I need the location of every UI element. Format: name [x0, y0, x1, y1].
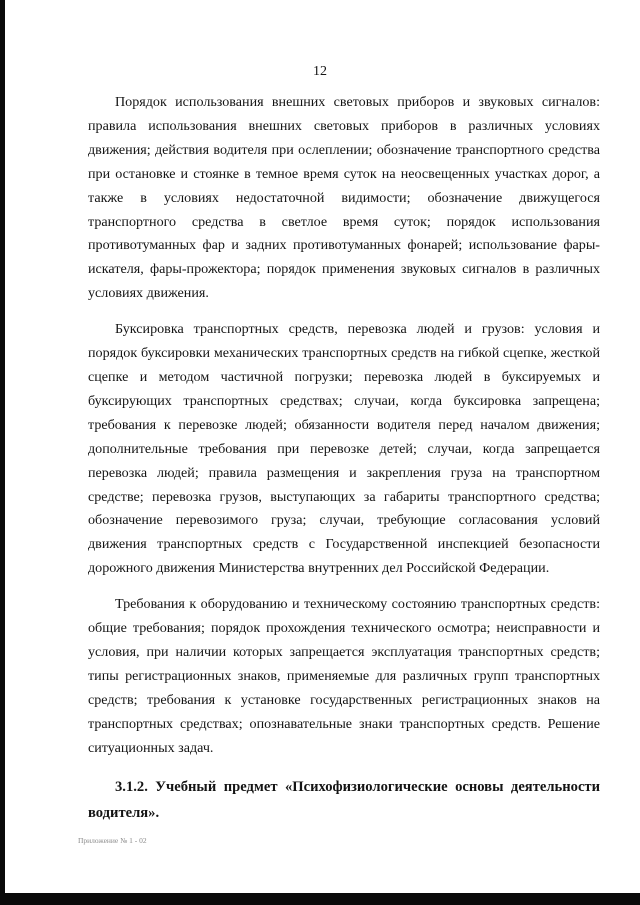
- paragraph-towing-transport: Буксировка транспортных средств, перевозка людей и грузов: условия и порядок буксировки механических транспортных средств на гибкой сцепке, жесткой сцепке и методом частичной погрузки; перевозка людей в буксируемых и буксирующих транспортных средствах; случаи, когда буксировка запрещена; требования к перевозке людей; обязанности водителя перед началом движения; дополнительные требования при перевозке детей; случаи, когда запрещается перевозка людей; правила размещения и закрепления груза на транспортном средстве; перевозка грузов, выступающих за габариты транспортного средства; обозначение перевозимого груза; случаи, требующие согласования условий движения транспортных средств с Государственной инспекцией безопасности дорожного движения Министерства внутренних дел Российской Федерации.: [88, 321, 600, 577]
- scan-bottom-edge: [0, 893, 640, 905]
- section-heading: 3.1.2. Учебный предмет «Психофизиологические основы деятельности водителя».: [88, 779, 600, 822]
- page-number: 12: [313, 64, 327, 79]
- scan-left-edge: [0, 0, 5, 905]
- document-body: [88, 91, 600, 826]
- footer-note: Приложение № 1 - 02: [78, 836, 147, 845]
- paragraph-lighting-signals: Порядок использования внешних световых приборов и звуковых сигналов: правила использования внешних световых приборов в различных условиях движения; действия водителя при ослеплении; обозначение транспортного средства при остановке и стоянке в темное время суток на неосвещенных участках дорог, а также в условиях недостаточной видимости; обозначение движущегося транспортного средства в светлое время суток; порядок использования противотуманных фар и задних противотуманных фонарей; использование фары-искателя, фары-прожектора; порядок применения звуковых сигналов в различных условиях движения.: [88, 94, 600, 302]
- paragraph-vehicle-requirements: Требования к оборудованию и техническому состоянию транспортных средств: общие требования; порядок прохождения технического осмотра; неисправности и условия, при наличии которых запрещается эксплуатация транспортных средств; типы регистрационных знаков, применяемые для различных групп транспортных средств; требования к установке государственных регистрационных знаков на транспортных средствах; опознавательные знаки транспортных средств. Решение ситуационных задач.: [88, 596, 600, 756]
